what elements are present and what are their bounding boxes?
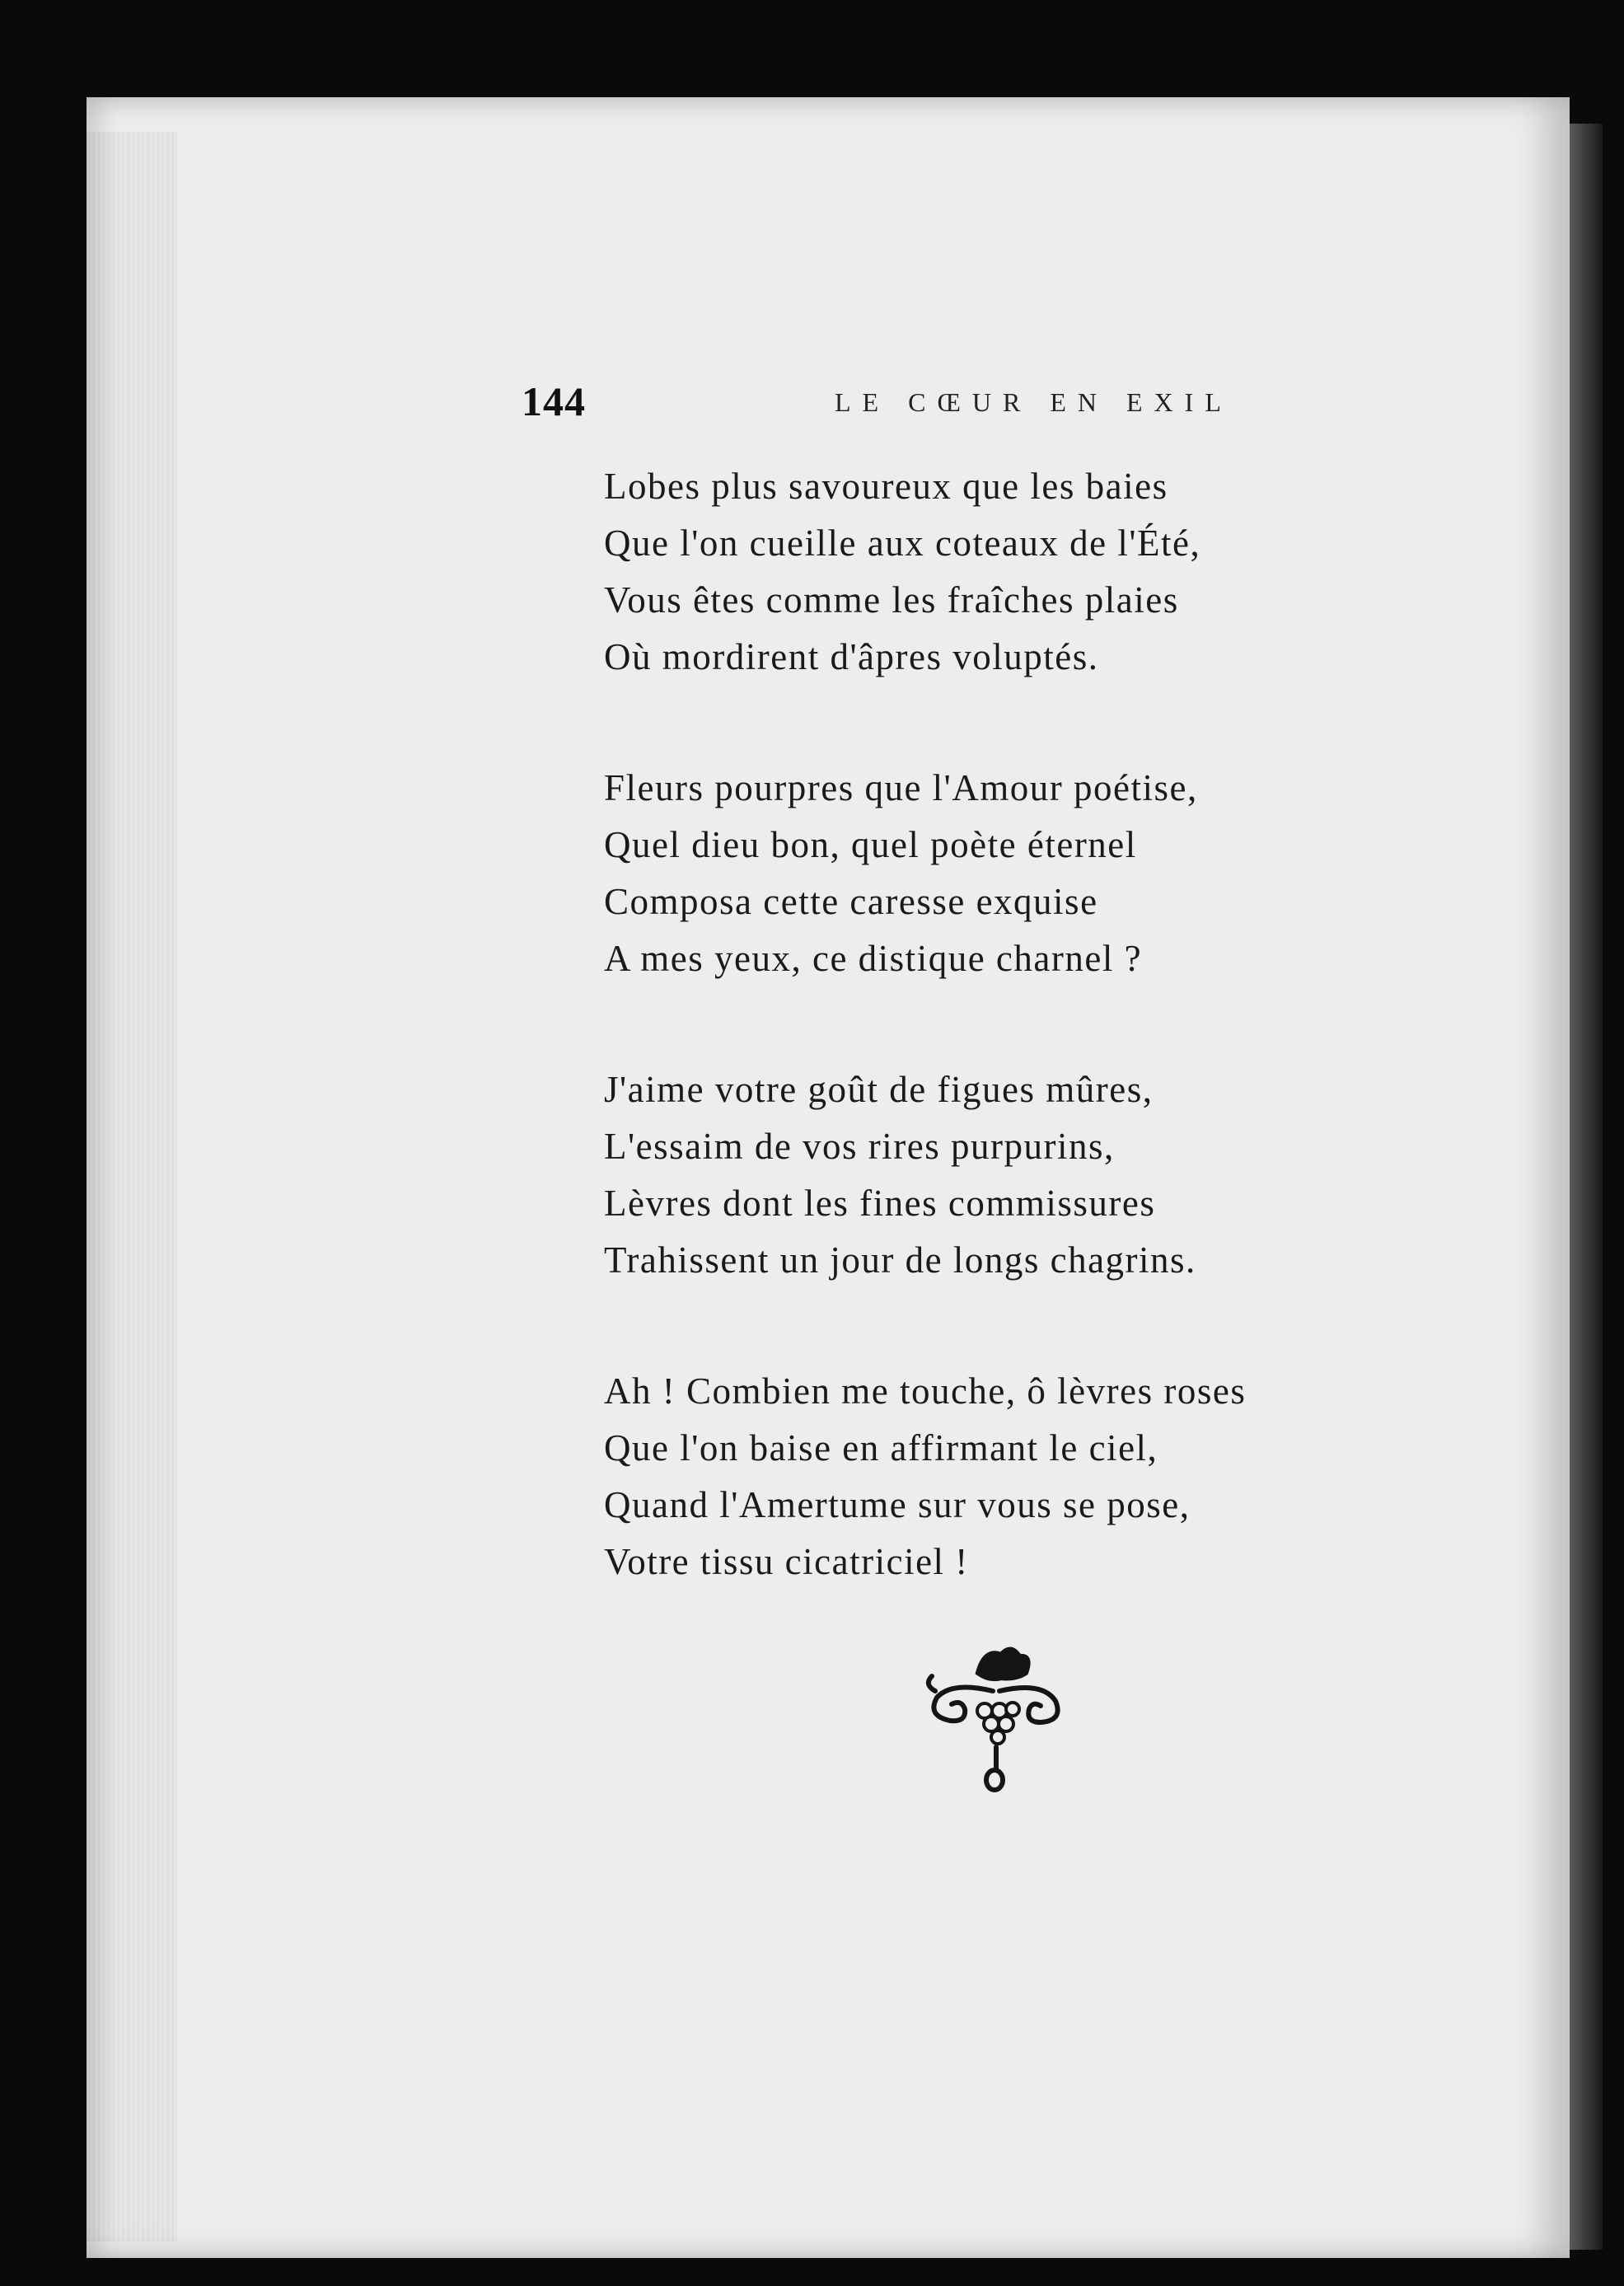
verse-line: L'essaim de vos rires purpurins, <box>604 1126 1115 1167</box>
stanza-1 <box>604 458 1428 686</box>
verse-line: Lobes plus savoureux que les baies <box>604 466 1168 507</box>
running-title: LE CŒUR EN EXIL <box>835 387 1233 417</box>
stanza-2 <box>604 760 1428 987</box>
verse-line: J'aime votre goût de figues mûres, <box>604 1069 1154 1110</box>
verse-line: A mes yeux, ce distique charnel ? <box>604 938 1143 979</box>
book-edge <box>1570 124 1603 2250</box>
verse-line: Trahissent un jour de longs chagrins. <box>604 1239 1196 1281</box>
verse-line: Quel dieu bon, quel poète éternel <box>604 824 1137 865</box>
verse-line: Fleurs pourpres que l'Amour poétise, <box>604 767 1198 808</box>
verse-line: Que l'on baise en affirmant le ciel, <box>604 1427 1158 1469</box>
poem-body <box>604 458 1428 1665</box>
verse-line: Composa cette caresse exquise <box>604 881 1098 922</box>
stanza-3 <box>604 1061 1428 1289</box>
page-gutter-shadow <box>87 132 177 2241</box>
verse-line: Lèvres dont les fines commissures <box>604 1183 1156 1224</box>
verse-line: Vous êtes comme les fraîches plaies <box>604 579 1179 621</box>
verse-line: Ah ! Combien me touche, ô lèvres roses <box>604 1370 1247 1412</box>
verse-line: Votre tissu cicatriciel ! <box>604 1541 969 1582</box>
stanza-4 <box>604 1363 1428 1590</box>
grape-vine-ornament-icon <box>919 1640 1067 1796</box>
page-number: 144 <box>522 378 586 424</box>
running-header <box>517 377 1259 435</box>
verse-line: Quand l'Amertume sur vous se pose, <box>604 1484 1191 1525</box>
verse-line: Que l'on cueille aux coteaux de l'Été, <box>604 522 1201 564</box>
verse-line: Où mordirent d'âpres voluptés. <box>604 636 1099 677</box>
